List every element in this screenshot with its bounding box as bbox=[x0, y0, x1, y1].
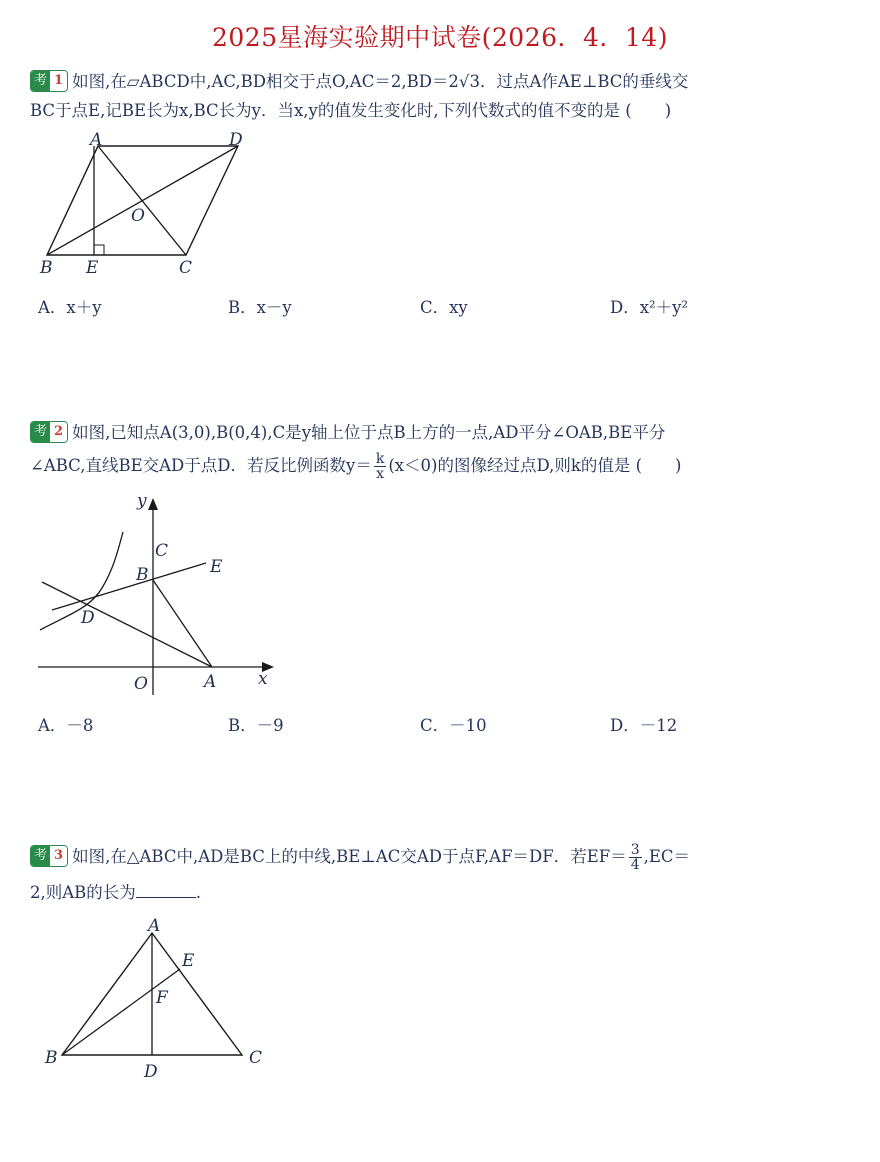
label-e: E bbox=[182, 951, 195, 971]
q1-option-b[interactable]: B．x－y bbox=[228, 298, 292, 317]
q1-option-c[interactable]: C．xy bbox=[420, 298, 468, 317]
line-ad bbox=[42, 582, 212, 667]
label-b: B bbox=[45, 1048, 58, 1068]
q1-text1: 如图,在▱ABCD中,AC,BD相交于点O,AC＝2,BD＝2√3．过点A作AE⊥BC的垂线交 bbox=[72, 72, 689, 91]
label-a: A bbox=[148, 916, 161, 936]
label-x: x bbox=[258, 669, 268, 689]
page-title: 2025星海实验期中试卷(2026．4．14) bbox=[212, 23, 668, 52]
q2-fraction: $\frac{k}{x}$ bbox=[375, 451, 385, 482]
q2-option-b[interactable]: B．－9 bbox=[228, 716, 284, 735]
q1-option-a[interactable]: A．x＋y bbox=[38, 298, 102, 317]
label-e: E bbox=[210, 557, 223, 577]
q2-badge: 考 2 bbox=[30, 421, 68, 443]
q3-line1 bbox=[30, 842, 690, 872]
y-axis-arrow bbox=[148, 498, 158, 510]
q1-figure bbox=[30, 130, 260, 280]
q3-text1-pre: 如图,在△ABC中,AD是BC上的中线,BE⊥AC交AD于点F,AF＝DF．若EF＝ bbox=[72, 847, 627, 866]
q1-badge: 考 1 bbox=[30, 70, 68, 92]
q3-text2-pre: 2,则AB的长为 bbox=[30, 883, 136, 902]
q2-option-d[interactable]: D．－12 bbox=[610, 716, 678, 735]
segment-be bbox=[62, 969, 180, 1055]
q3-line2 bbox=[30, 881, 201, 905]
label-d: D bbox=[81, 608, 95, 628]
label-b: B bbox=[40, 258, 53, 278]
q3-figure bbox=[30, 910, 290, 1085]
right-angle-mark bbox=[94, 245, 104, 255]
label-o: O bbox=[134, 674, 148, 694]
line-be bbox=[52, 563, 206, 610]
q2-line2 bbox=[30, 452, 682, 481]
q1-option-d[interactable]: D．x²＋y² bbox=[610, 298, 689, 317]
label-y: y bbox=[137, 491, 147, 511]
answer-blank[interactable] bbox=[136, 883, 196, 898]
q3-text2-post: . bbox=[195, 883, 202, 902]
label-f: F bbox=[156, 988, 168, 1008]
q2-text1: 如图,已知点A(3,0),B(0,4),C是y轴上位于点B上方的一点,AD平分∠OAB,BE平分 bbox=[72, 423, 666, 442]
label-b: B bbox=[136, 565, 149, 585]
label-e: E bbox=[86, 258, 99, 278]
label-a: A bbox=[90, 130, 103, 150]
label-o: O bbox=[131, 206, 145, 226]
label-d: D bbox=[229, 130, 243, 150]
label-a: A bbox=[204, 672, 217, 692]
label-c: C bbox=[155, 541, 169, 561]
q2-option-c[interactable]: C．－10 bbox=[420, 716, 487, 735]
q2-text2-pre: ∠ABC,直线BE交AD于点D．若反比例函数y＝ bbox=[30, 456, 372, 475]
label-c: C bbox=[249, 1048, 263, 1068]
q2-line1 bbox=[30, 421, 665, 445]
q3-badge: 考 3 bbox=[30, 845, 68, 867]
q2-option-a[interactable]: A．－8 bbox=[38, 716, 94, 735]
diagonal-bd bbox=[47, 146, 238, 255]
q1-line1 bbox=[30, 70, 688, 94]
segment-ab bbox=[153, 580, 212, 667]
q1-line2: BC于点E,记BE长为x,BC长为y．当x,y的值发生变化时,下列代数式的值不变的是 ( ) bbox=[30, 101, 672, 120]
q3-text1-post: ,EC＝ bbox=[643, 847, 691, 866]
q3-fraction: $\frac{3}{4}$ bbox=[630, 842, 640, 873]
label-c: C bbox=[179, 258, 193, 278]
label-d: D bbox=[144, 1062, 158, 1082]
q2-text2-post: (x＜0)的图像经过点D,则k的值是 ( ) bbox=[388, 456, 682, 475]
q2-figure bbox=[30, 490, 290, 710]
